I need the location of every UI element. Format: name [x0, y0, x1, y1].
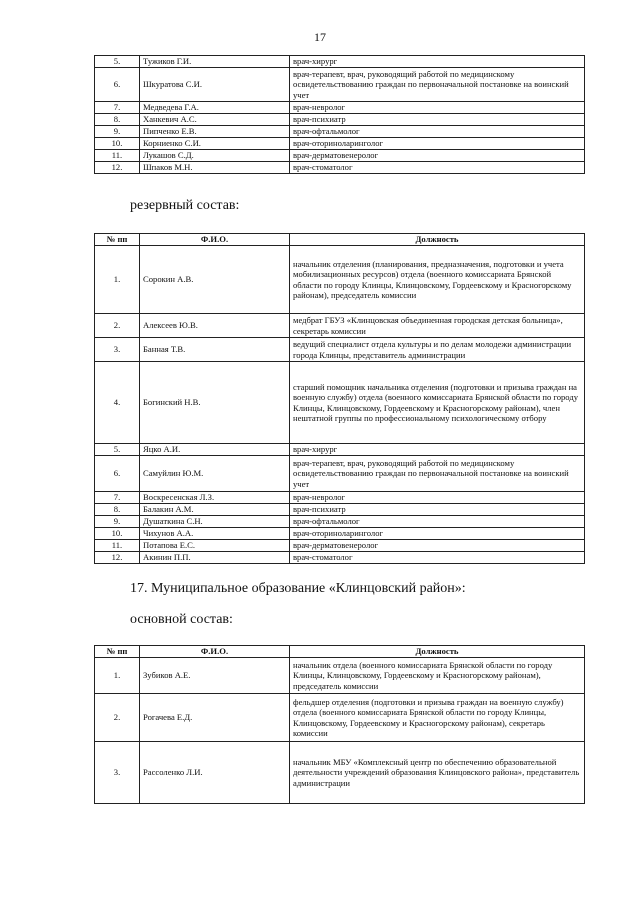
row-name: Шкуратова С.И. — [140, 68, 290, 102]
row-position: врач-офтальмолог — [290, 126, 585, 138]
row-position: врач-невролог — [290, 102, 585, 114]
table-row — [95, 540, 585, 552]
row-name: Чихунов А.А. — [140, 528, 290, 540]
row-number: 7. — [95, 102, 140, 114]
table-row — [95, 102, 585, 114]
table-row — [95, 362, 585, 444]
row-position: врач-терапевт, врач, руководящий работой по медицинскому освидетельствованию граждан по первоначальной постановке на воинский учет — [290, 456, 585, 492]
row-name: Алексеев Ю.В. — [140, 314, 290, 338]
row-number: 1. — [95, 246, 140, 314]
row-position: врач-дерматовенеролог — [290, 150, 585, 162]
reserve-composition-table — [94, 233, 585, 564]
row-position: врач-оториноларинголог — [290, 138, 585, 150]
section-17-heading: 17. Муниципальное образование «Клинцовский район»: — [130, 581, 466, 596]
row-number: 8. — [95, 114, 140, 126]
row-number: 10. — [95, 528, 140, 540]
row-name: Сорокин А.В. — [140, 246, 290, 314]
header-num: № пп — [95, 234, 140, 246]
row-position: врач-хирург — [290, 444, 585, 456]
row-name: Лукашов С.Д. — [140, 150, 290, 162]
row-position: врач-стоматолог — [290, 162, 585, 174]
row-number: 12. — [95, 552, 140, 564]
table-row — [95, 338, 585, 362]
row-name: Шпаков М.Н. — [140, 162, 290, 174]
row-number: 6. — [95, 456, 140, 492]
row-name: Рассоленко Л.И. — [140, 742, 290, 804]
main-composition-table — [94, 645, 585, 804]
row-name: Богинский Н.В. — [140, 362, 290, 444]
row-position: врач-офтальмолог — [290, 516, 585, 528]
row-number: 11. — [95, 150, 140, 162]
row-name: Балакин А.М. — [140, 504, 290, 516]
row-position: врач-стоматолог — [290, 552, 585, 564]
table-row — [95, 528, 585, 540]
row-name: Самуйлин Ю.М. — [140, 456, 290, 492]
row-number: 2. — [95, 314, 140, 338]
row-position: врач-терапевт, врач, руководящий работой по медицинскому освидетельствованию граждан по первоначальной постановке на воинский учет — [290, 68, 585, 102]
header-num: № пп — [95, 646, 140, 658]
row-position: врач-психиатр — [290, 114, 585, 126]
table-row — [95, 492, 585, 504]
page-number: 17 — [314, 30, 326, 44]
table-row — [95, 246, 585, 314]
row-number: 4. — [95, 362, 140, 444]
table-row — [95, 314, 585, 338]
table-row — [95, 138, 585, 150]
commission-table-continued — [94, 55, 585, 174]
header-position: Должность — [290, 234, 585, 246]
row-number: 8. — [95, 504, 140, 516]
reserve-heading: резервный состав: — [130, 198, 240, 213]
row-name: Пипченко Е.В. — [140, 126, 290, 138]
table-row — [95, 56, 585, 68]
row-number: 3. — [95, 742, 140, 804]
table-row — [95, 68, 585, 102]
row-number: 1. — [95, 658, 140, 694]
row-number: 9. — [95, 126, 140, 138]
table-row — [95, 552, 585, 564]
table-row — [95, 150, 585, 162]
table-row — [95, 126, 585, 138]
row-position: начальник отдела (военного комиссариата Брянской области по городу Клинцы, Клинцовскому, Гордеевскому и Красногорскому районам), председатель комиссии — [290, 658, 585, 694]
row-name: Потапова Е.С. — [140, 540, 290, 552]
table-row — [95, 504, 585, 516]
table-row — [95, 742, 585, 804]
row-number: 3. — [95, 338, 140, 362]
row-position: врач-психиатр — [290, 504, 585, 516]
row-position: фельдшер отделения (подготовки и призыва граждан на военную службу) отдела (военного комиссариата Брянской области по городу Клинцы, Клинцовскому, Гордеевскому и Красногорскому районам), секретарь комиссии — [290, 694, 585, 742]
row-number: 11. — [95, 540, 140, 552]
row-name: Зубиков А.Е. — [140, 658, 290, 694]
row-name: Медведева Г.А. — [140, 102, 290, 114]
row-number: 2. — [95, 694, 140, 742]
row-position: начальник МБУ «Комплексный центр по обеспечению образовательной деятельности учреждений образования Клинцовского района», представитель администрации — [290, 742, 585, 804]
row-name: Воскресенская Л.З. — [140, 492, 290, 504]
table-row — [95, 456, 585, 492]
row-number: 12. — [95, 162, 140, 174]
row-name: Акинин П.П. — [140, 552, 290, 564]
table-row — [95, 516, 585, 528]
row-number: 6. — [95, 68, 140, 102]
header-position: Должность — [290, 646, 585, 658]
row-number: 7. — [95, 492, 140, 504]
main-heading: основной состав: — [130, 612, 233, 627]
header-fio: Ф.И.О. — [140, 646, 290, 658]
row-name: Яцко А.И. — [140, 444, 290, 456]
row-name: Душаткина С.Н. — [140, 516, 290, 528]
table-row — [95, 162, 585, 174]
row-position: врач-хирург — [290, 56, 585, 68]
row-name: Ханкевич А.С. — [140, 114, 290, 126]
table-row — [95, 444, 585, 456]
row-position: ведущий специалист отдела культуры и по делам молодежи администрации города Клинцы, представитель администрации — [290, 338, 585, 362]
row-number: 10. — [95, 138, 140, 150]
row-name: Рогачева Е.Д. — [140, 694, 290, 742]
header-fio: Ф.И.О. — [140, 234, 290, 246]
row-number: 9. — [95, 516, 140, 528]
row-position: медбрат ГБУЗ «Клинцовская объединенная городская детская больница», секретарь комиссии — [290, 314, 585, 338]
row-name: Корниенко С.И. — [140, 138, 290, 150]
row-position: начальник отделения (планирования, предназначения, подготовки и учета мобилизационных ресурсов) отдела (военного комиссариата Брянской области по городу Клинцы, Клинцовскому, Гордеевскому и Красногорскому районам), председатель комиссии — [290, 246, 585, 314]
table-row — [95, 694, 585, 742]
table-row — [95, 658, 585, 694]
row-number: 5. — [95, 56, 140, 68]
row-position: врач-оториноларинголог — [290, 528, 585, 540]
table-row — [95, 114, 585, 126]
row-name: Банная Т.В. — [140, 338, 290, 362]
row-number: 5. — [95, 444, 140, 456]
row-position: старший помощник начальника отделения (подготовки и призыва граждан на военную службу) отдела (военного комиссариата Брянской области по городу Клинцы, Клинцовскому, Гордеевскому и Красногорскому районам), член нештатной группы по профессиональному психологическому отбору — [290, 362, 585, 444]
row-position: врач-невролог — [290, 492, 585, 504]
row-name: Тужиков Г.И. — [140, 56, 290, 68]
row-position: врач-дерматовенеролог — [290, 540, 585, 552]
